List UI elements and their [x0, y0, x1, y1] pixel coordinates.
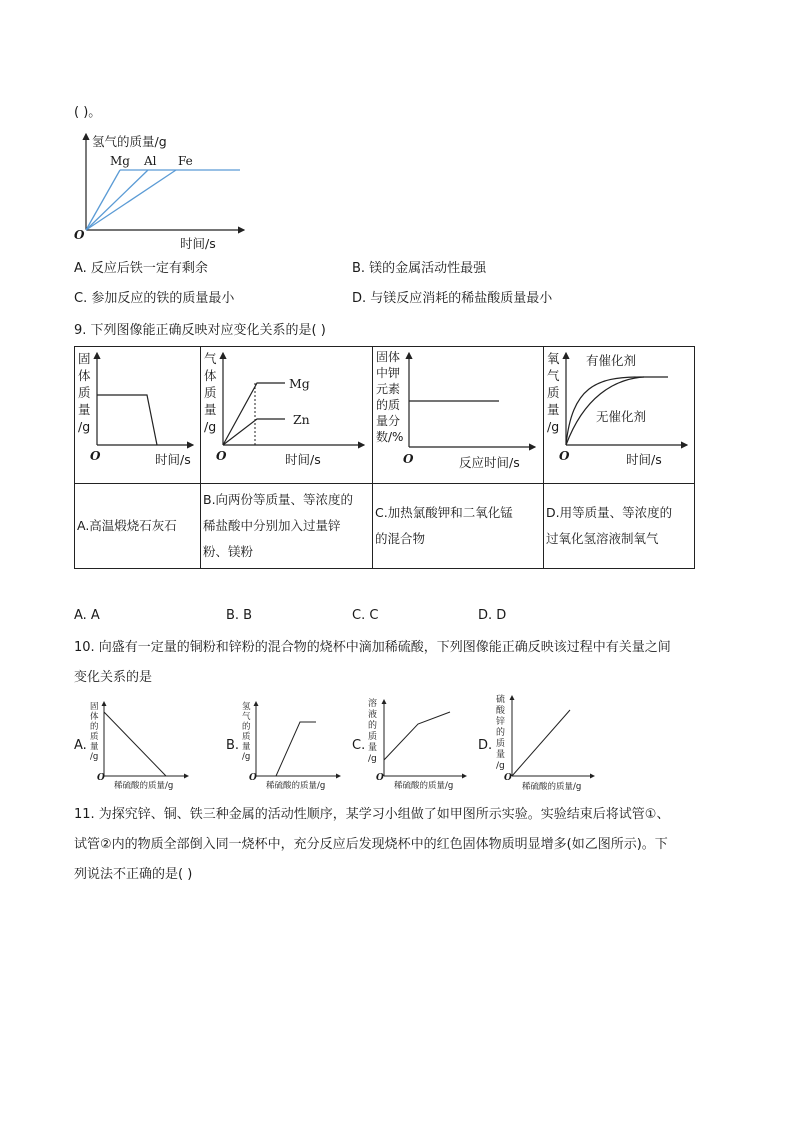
- q8-line-fe: [86, 170, 176, 230]
- q11-line1: 11. 为探究锌、铜、铁三种金属的活动性顺序，某学习小组做了如甲图所示实验。实验结束后将试管①、: [74, 807, 670, 822]
- svg-text:量: 量: [242, 742, 251, 752]
- svg-text:质: 质: [496, 739, 506, 749]
- svg-text:固: 固: [90, 702, 99, 712]
- q10-letter-a: A.: [74, 738, 87, 753]
- q8-tail: ( )。: [74, 105, 102, 120]
- svg-text:Mg: Mg: [289, 376, 310, 391]
- svg-text:量: 量: [547, 402, 560, 417]
- q11-line2: 试管②内的物质全部倒入同一烧杯中，充分反应后发现烧杯中的红色固体物质明显增多(如乙图所示)。下: [74, 837, 668, 852]
- q9-desc-c: C.加热氯酸钾和二氧化锰 的混合物: [373, 484, 544, 569]
- q8-option-d: D. 与镁反应消耗的稀盐酸质量最小: [352, 291, 553, 306]
- q9-graph-b: [201, 347, 373, 484]
- q10-d-curve: [512, 710, 570, 776]
- svg-text:固体: 固体: [376, 350, 401, 364]
- svg-text:质: 质: [204, 385, 217, 400]
- svg-text:稀硫酸的质量/g: 稀硫酸的质量/g: [394, 781, 454, 791]
- svg-text:量: 量: [78, 402, 91, 417]
- q10-letter-d: D.: [478, 738, 493, 753]
- q9-graph-d: [544, 347, 695, 484]
- svg-text:的: 的: [90, 722, 99, 732]
- q10-letter-c: C.: [352, 738, 366, 753]
- q9-answer-d: D. D: [478, 608, 507, 623]
- svg-text:固: 固: [78, 351, 91, 366]
- q9-graph-c: [373, 347, 544, 484]
- svg-text:溶: 溶: [368, 699, 378, 709]
- svg-text:/g: /g: [547, 419, 560, 434]
- q9-desc-b: B.向两份等质量、等浓度的 稀盐酸中分别加入过量锌 粉、镁粉: [201, 484, 373, 569]
- q11-line3: 列说法不正确的是( ): [74, 867, 193, 882]
- q8-line-mg: [86, 170, 120, 230]
- svg-text:Zn: Zn: [293, 412, 310, 427]
- svg-text:反应时间/s: 反应时间/s: [459, 455, 520, 470]
- q8-option-a: A. 反应后铁一定有剩余: [74, 261, 208, 276]
- q9-answer-c: C. C: [352, 608, 379, 623]
- svg-text:时间/s: 时间/s: [155, 452, 191, 467]
- svg-text:质: 质: [368, 732, 378, 742]
- q9-graph-a: [75, 347, 201, 484]
- q8-option-b: B. 镁的金属活动性最强: [352, 261, 487, 276]
- q9-answer-a: A. A: [74, 608, 100, 623]
- svg-text:中钾: 中钾: [376, 366, 401, 380]
- q9-desc-a: A.高温煅烧石灰石: [75, 484, 201, 569]
- svg-text:/g: /g: [496, 761, 505, 771]
- q10-b-curve: [276, 722, 316, 776]
- svg-text:/g: /g: [78, 419, 91, 434]
- svg-text:体: 体: [90, 712, 99, 722]
- svg-text:O: O: [559, 449, 570, 463]
- q8-label-fe: Fe: [178, 154, 193, 168]
- svg-text:/g: /g: [90, 752, 99, 762]
- svg-text:气: 气: [204, 351, 217, 366]
- svg-text:O: O: [90, 449, 101, 463]
- svg-text:O: O: [97, 773, 105, 783]
- svg-text:时间/s: 时间/s: [626, 452, 662, 467]
- svg-text:元素: 元素: [376, 382, 401, 396]
- svg-text:量: 量: [90, 742, 99, 752]
- svg-text:稀硫酸的质量/g: 稀硫酸的质量/g: [522, 782, 582, 792]
- q10-graph-d: [494, 692, 598, 792]
- q8-label-al: Al: [144, 154, 157, 168]
- q10-graph-c: [366, 696, 470, 792]
- svg-text:有催化剂: 有催化剂: [586, 353, 637, 368]
- svg-text:/g: /g: [368, 754, 377, 764]
- svg-text:质: 质: [547, 385, 560, 400]
- svg-text:O: O: [504, 773, 512, 783]
- svg-text:体: 体: [78, 368, 91, 383]
- svg-text:气: 气: [547, 368, 560, 383]
- svg-text:量: 量: [204, 402, 217, 417]
- svg-text:稀硫酸的质量/g: 稀硫酸的质量/g: [114, 781, 174, 791]
- svg-text:/g: /g: [204, 419, 217, 434]
- q10-a-curve: [104, 712, 166, 776]
- q9-desc-d: D.用等质量、等浓度的 过氧化氢溶液制氧气: [544, 484, 695, 569]
- svg-text:质: 质: [90, 732, 99, 742]
- svg-text:氢: 氢: [242, 702, 251, 712]
- svg-text:无催化剂: 无催化剂: [596, 409, 647, 424]
- svg-text:O: O: [376, 773, 384, 783]
- svg-text:气: 气: [242, 712, 251, 722]
- q9-stem: 9. 下列图像能正确反映对应变化关系的是( ): [74, 323, 326, 338]
- q8-xlabel: 时间/s: [180, 236, 216, 251]
- q10-stem-line1: 10. 向盛有一定量的铜粉和锌粉的混合物的烧杯中滴加稀硫酸，下列图像能正确反映该过程中有关量之间: [74, 640, 671, 655]
- svg-text:的: 的: [368, 721, 378, 731]
- svg-text:数/%: 数/%: [376, 430, 404, 444]
- svg-text:硫: 硫: [496, 695, 506, 705]
- svg-text:体: 体: [204, 368, 217, 383]
- q10-c-curve: [384, 712, 450, 760]
- q8-ylabel: 氢气的质量/g: [92, 134, 167, 149]
- q9-answer-b: B. B: [226, 608, 253, 623]
- svg-text:的: 的: [242, 722, 251, 732]
- svg-text:酸: 酸: [496, 706, 506, 716]
- q8-option-c: C. 参加反应的铁的质量最小: [74, 291, 235, 306]
- svg-text:液: 液: [368, 710, 378, 720]
- svg-text:锌: 锌: [496, 717, 506, 727]
- svg-text:/g: /g: [242, 752, 251, 762]
- svg-text:的质: 的质: [376, 398, 401, 412]
- q8-origin: O: [74, 228, 85, 242]
- q8-line-al: [86, 170, 148, 230]
- svg-text:量: 量: [496, 750, 506, 760]
- svg-text:质: 质: [78, 385, 91, 400]
- q9-a-curve: [97, 395, 157, 445]
- svg-text:O: O: [216, 449, 227, 463]
- q8-graph: [74, 128, 254, 252]
- svg-text:O: O: [403, 452, 414, 466]
- svg-text:量分: 量分: [376, 414, 401, 428]
- svg-text:时间/s: 时间/s: [285, 452, 321, 467]
- svg-text:量: 量: [368, 743, 378, 753]
- q10-graph-a: [88, 700, 192, 792]
- svg-text:O: O: [249, 773, 257, 783]
- svg-text:稀硫酸的质量/g: 稀硫酸的质量/g: [266, 781, 326, 791]
- q10-graph-b: [240, 700, 344, 792]
- q10-stem-line2: 变化关系的是: [74, 670, 153, 685]
- q8-label-mg: Mg: [110, 154, 130, 168]
- q9-table: [74, 346, 695, 569]
- svg-text:氧: 氧: [547, 351, 560, 366]
- svg-text:的: 的: [496, 728, 506, 738]
- svg-text:质: 质: [242, 732, 251, 742]
- q9-b-zn-curve: [223, 419, 285, 445]
- q10-letter-b: B.: [226, 738, 240, 753]
- q9-b-mg-curve: [223, 383, 285, 445]
